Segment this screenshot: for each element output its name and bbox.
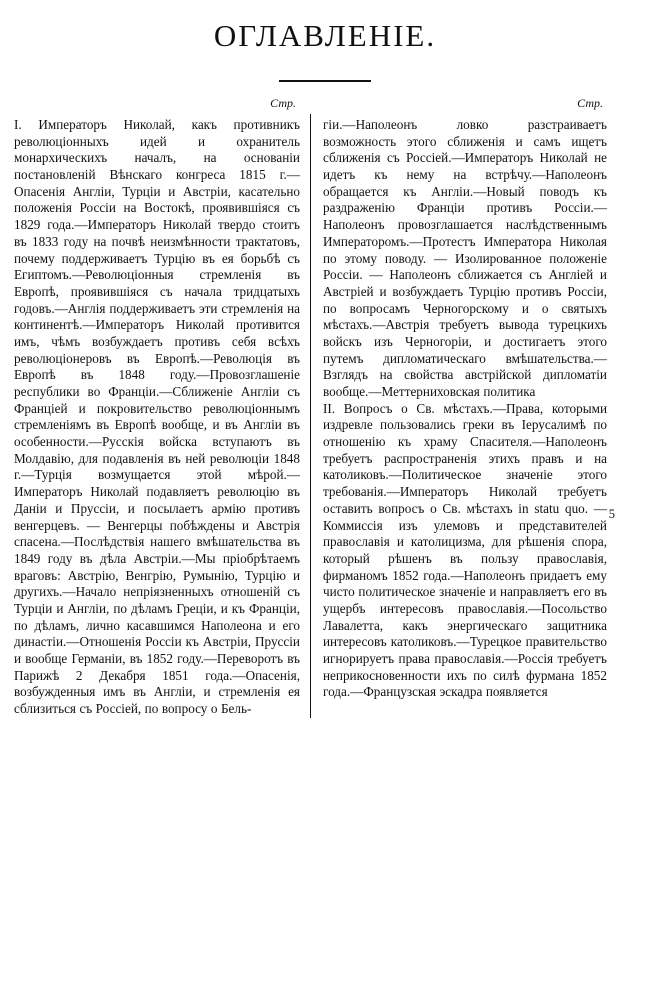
toc-columns [14,96,636,718]
toc-entry[interactable] [323,401,607,701]
column-header-right: Стр. [577,96,603,110]
toc-page [0,18,650,993]
toc-column-right [311,96,615,701]
toc-column-left [14,96,310,718]
toc-entry[interactable] [323,117,607,401]
page-number-marker: 5 [608,507,615,521]
toc-entry-number: II. [323,400,336,416]
title-divider [279,80,371,82]
page-title: ОГЛАВЛЕНІЕ. [213,18,437,53]
toc-entry-number: I. [14,117,22,132]
toc-entry-text: Императоръ Николай, какъ противникъ революціонныхъ идей и охранитель монархическихъ началъ, на основаніи постановленій Вѣнскаго конгреса 1815 г.—Опасенія Англіи, Турціи и Австріи, касательно положенія Россіи на Востокѣ, проявившіяся съ 1829 года.—Императоръ Николай твердо стоитъ въ 1833 году на почвѣ неизмѣнности трактатовъ, почему поддерживаетъ Турцію въ ея борьбѣ съ Египтомъ.—Революціонныя стремленія въ Европѣ, проявившіяся съ начала тридцатыхъ годовъ.—Англія поддерживаетъ эти стремленія на континентѣ.—Императоръ Николай противится имъ, чѣмъ возбуждаетъ противъ себя всѣхъ революціонеровъ въ Европѣ.—Революція въ Европѣ въ 1848 году.—Провозглашеніе республики во Франціи.—Сближеніе Англіи съ Франціей и покровительство революціоннымъ стремленіямъ въ Европѣ вообще, и въ Англіи въ особенности.—Русскія войска вступаютъ въ Молдавію, для подавленія въ ней революціи 1848 г.—Турція возмущается этой мѣрой.—Императоръ Николай подавляетъ революцію въ Даніи и Пруссіи, и посылаетъ армію противъ венгерцевъ. — Венгерцы побѣждены и Австрія спасена.—Послѣдствія нашего вмѣшательства въ 1849 году въ дѣла Австріи.—Мы пріобрѣтаемъ враговъ: Австрію, Венгрію, Румынію, Турцію и другихъ.—Начало непріязненныхъ отношеній съ Турціи и Англіи, по дѣламъ Греціи, и къ Франціи, по дѣламъ, лично касавшимся Наполеона и его династіи.—Отношенія Россіи къ Австріи, Пруссіи и вообще Германіи, въ 1852 году.—Переворотъ въ Парижѣ 2 Декабря 1851 года.—Опасенія, возбужденныя имъ въ Англіи, и стремленія ея сблизиться съ Россіей, по вопросу о Бель- [14,117,300,717]
toc-entry-text: Вопросъ о Св. мѣстахъ.—Права, которыми издревле пользовались греки въ Іерусалимѣ по отношенію къ храму Спасителя.—Наполеонъ требуетъ распространенія этихъ правъ и на католиковъ.—Политическое значеніе этого требованія.—Императоръ Николай требуетъ оставить вопросъ о Св. мѣстахъ in statu quo. — Коммиссія изъ улемовъ и представителей православія и католицизма, для рѣшенія спора, который рѣшенъ въ пользу православія, фирманомъ 1852 года.—Наполеонъ придаетъ ему чисто политическое значеніе и направляетъ его въ ущербъ интересовъ православія.—Посольство Лавалетта, какъ энергическаго защитника интересовъ католиковъ.—Турецкое правительство игнорируетъ права православія.—Россія требуетъ неприкосновенности ихъ по силѣ фурмана 1852 года.—Французская эскадра появляется [323,400,608,700]
toc-entry[interactable] [14,117,300,718]
column-header-left: Стр. [270,96,296,110]
toc-entry-text: гіи.—Наполеонъ ловко разстраиваетъ возможность этого сближенія и самъ ищетъ сближенія съ Россіей.—Императоръ Николай не идетъ къ нему на встрѣчу.—Наполеонъ обращается къ Англіи.—Новый поводъ къ раздраженію Франціи противъ Россіи.—Наполеонъ провозглашается наслѣдственнымъ Императоромъ.—Протестъ Императора Николая по этому поводу. — Изолированное положеніе Россіи. — Наполеонъ сближается съ Англіей и Австріей и возбуждаетъ Турцію противъ Россіи, по вопросамъ Черногорскому и о святыхъ мѣстахъ.—Австрія требуетъ вывода турецкихъ войскъ изъ Черногоріи, и достигаетъ этого путемъ дипломатическаго вмѣшательства.—Взглядъ на свойства австрійской дипломатіи вообще.—Меттерниховская политика [323,117,607,399]
